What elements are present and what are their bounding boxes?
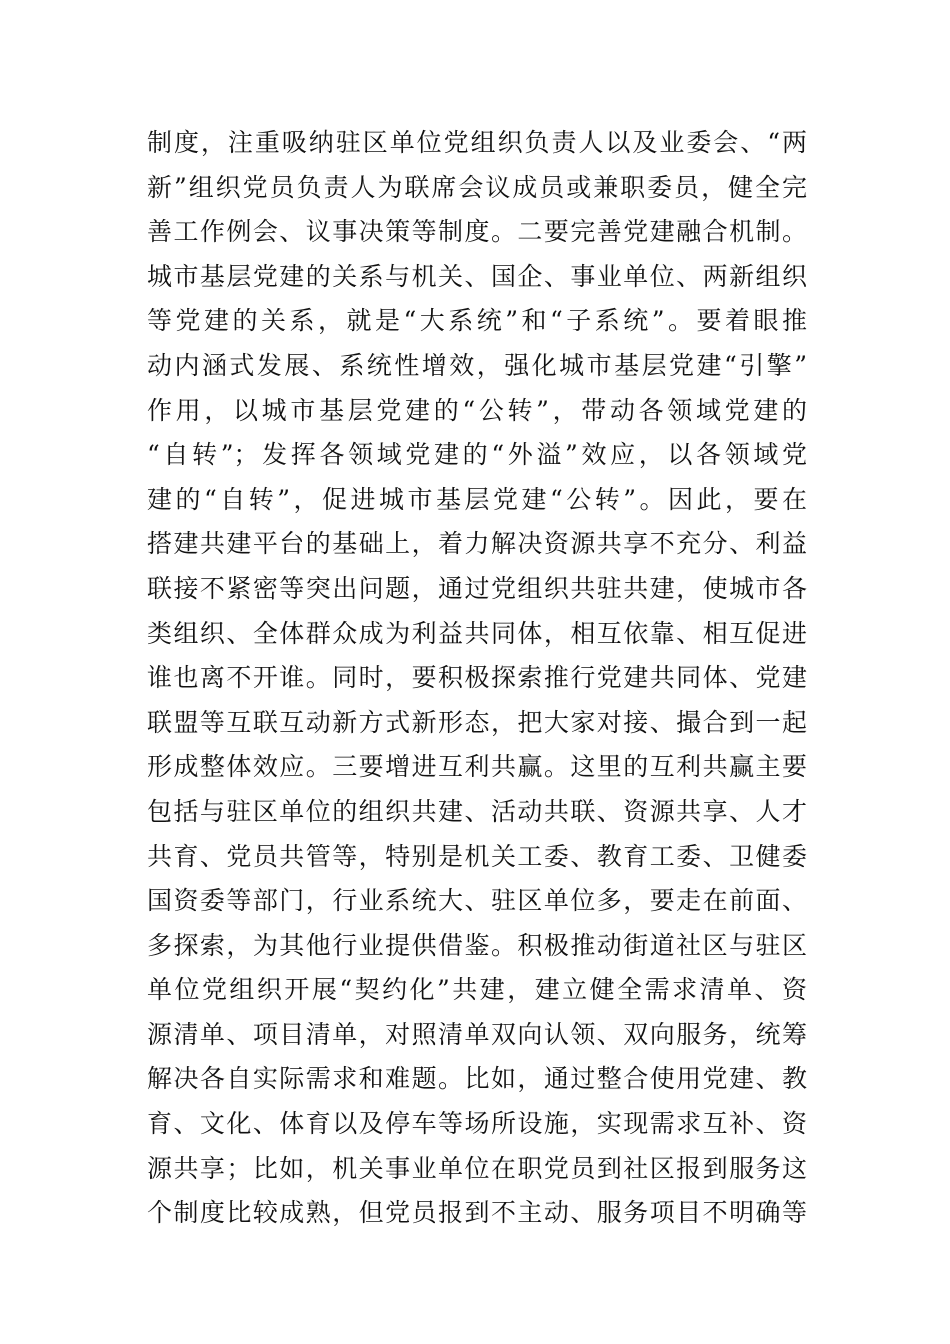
text-line: 单位党组织开展“契约化”共建，建立健全需求清单、资 xyxy=(147,975,807,1005)
text-line: 类组织、全体群众成为利益共同体，相互依靠、相互促进 xyxy=(147,618,807,648)
text-line: 形成整体效应。三要增进互利共赢。这里的互利共赢主要 xyxy=(147,752,807,782)
text-line: 搭建共建平台的基础上，着力解决资源共享不充分、利益 xyxy=(147,529,807,559)
text-line: 源共享；比如，机关事业单位在职党员到社区报到服务这 xyxy=(147,1153,807,1183)
body-paragraph xyxy=(147,121,807,1236)
text-line: 等党建的关系，就是“大系统”和“子系统”。要着眼推 xyxy=(147,306,807,336)
text-line: 作用，以城市基层党建的“公转”，带动各领域党建的 xyxy=(147,395,807,425)
text-line: 个制度比较成熟，但党员报到不主动、服务项目不明确等 xyxy=(147,1198,807,1228)
text-line: 国资委等部门，行业系统大、驻区单位多，要走在前面、 xyxy=(147,886,807,916)
text-line: 新”组织党员负责人为联席会议成员或兼职委员，健全完 xyxy=(147,172,807,202)
text-line: 建的“自转”，促进城市基层党建“公转”。因此，要在 xyxy=(147,484,807,514)
text-line: 善工作例会、议事决策等制度。二要完善党建融合机制。 xyxy=(147,217,807,247)
text-line: 解决各自实际需求和难题。比如，通过整合使用党建、教 xyxy=(147,1064,807,1094)
text-line: 源清单、项目清单，对照清单双向认领、双向服务，统筹 xyxy=(147,1019,807,1049)
text-line: 育、文化、体育以及停车等场所设施，实现需求互补、资 xyxy=(147,1109,807,1139)
text-line: 联盟等互联互动新方式新形态，把大家对接、撮合到一起 xyxy=(147,707,807,737)
text-line: 动内涵式发展、系统性增效，强化城市基层党建“引擎” xyxy=(147,350,807,380)
text-line: 谁也离不开谁。同时，要积极探索推行党建共同体、党建 xyxy=(147,663,807,693)
text-line: 共育、党员共管等，特别是机关工委、教育工委、卫健委 xyxy=(147,841,807,871)
text-line: 联接不紧密等突出问题，通过党组织共驻共建，使城市各 xyxy=(147,573,807,603)
text-line: “自转”；发挥各领域党建的“外溢”效应，以各领域党 xyxy=(147,440,807,470)
text-line: 城市基层党建的关系与机关、国企、事业单位、两新组织 xyxy=(147,261,807,291)
text-line: 制度，注重吸纳驻区单位党组织负责人以及业委会、“两 xyxy=(147,128,807,157)
text-line: 多探索，为其他行业提供借鉴。积极推动街道社区与驻区 xyxy=(147,930,807,960)
text-line: 包括与驻区单位的组织共建、活动共联、资源共享、人才 xyxy=(147,796,807,826)
